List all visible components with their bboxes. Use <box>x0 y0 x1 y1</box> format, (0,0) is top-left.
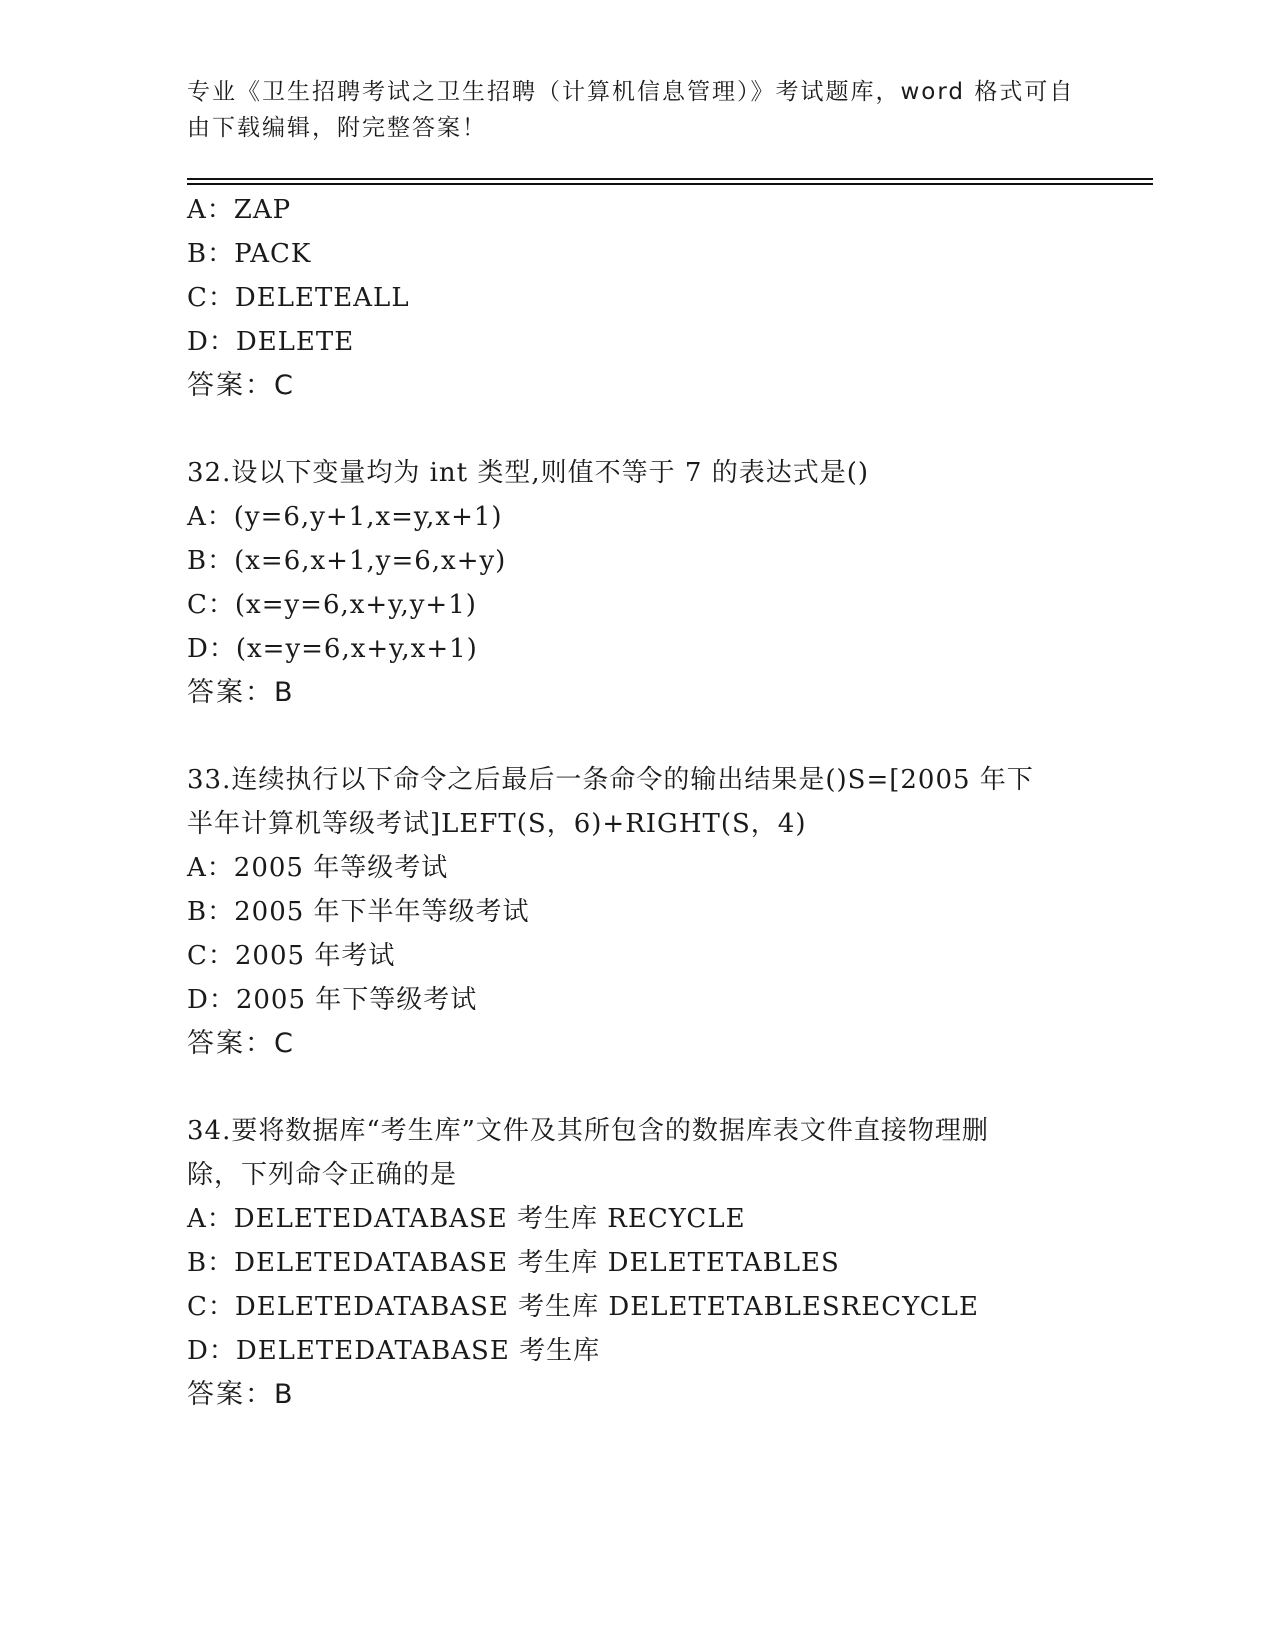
header-line-1: 专业《卫生招聘考试之卫生招聘（计算机信息管理）》考试题库，word 格式可自 <box>187 79 1075 105</box>
q34-option-c: C：DELETEDATABASE 考生库 DELETETABLESRECYCLE <box>187 1292 979 1322</box>
q34-option-b: B：DELETEDATABASE 考生库 DELETETABLES <box>187 1248 840 1278</box>
q32-option-a: A：(y=6,y+1,x=y,x+1) <box>187 502 503 532</box>
q31-option-d: D：DELETE <box>187 327 355 357</box>
q33-option-d: D：2005 年下等级考试 <box>187 985 478 1015</box>
q32-option-d: D：(x=y=6,x+y,x+1) <box>187 634 478 664</box>
document-header <box>187 74 1087 146</box>
q33-option-a: A：2005 年等级考试 <box>187 853 449 883</box>
q32-option-c: C：(x=y=6,x+y,y+1) <box>187 590 477 620</box>
q33-option-b: B：2005 年下半年等级考试 <box>187 897 530 927</box>
q31-option-b: B：PACK <box>187 239 312 269</box>
header-divider-bottom <box>187 183 1153 185</box>
header-divider-top <box>187 178 1153 180</box>
q33-stem-line-2: 半年计算机等级考试]LEFT(S，6)+RIGHT(S，4) <box>187 809 807 839</box>
q33-option-c: C：2005 年考试 <box>187 941 396 971</box>
q33-answer: 答案：C <box>187 1028 295 1059</box>
q34-option-d: D：DELETEDATABASE 考生库 <box>187 1336 601 1366</box>
q31-option-a: A：ZAP <box>187 195 292 225</box>
q32-stem: 32.设以下变量均为 int 类型,则值不等于 7 的表达式是() <box>187 458 870 488</box>
header-line-2: 由下载编辑，附完整答案！ <box>187 115 487 141</box>
q34-stem-line-1: 34.要将数据库“考生库”文件及其所包含的数据库表文件直接物理删 <box>187 1116 989 1146</box>
q32-answer: 答案：B <box>187 677 295 708</box>
q31-option-c: C：DELETEALL <box>187 283 410 313</box>
q32-option-b: B：(x=6,x+1,y=6,x+y) <box>187 546 507 576</box>
q34-stem-line-2: 除，下列命令正确的是 <box>187 1160 458 1190</box>
q34-option-a: A：DELETEDATABASE 考生库 RECYCLE <box>187 1204 746 1234</box>
q34-answer: 答案：B <box>187 1379 295 1410</box>
q31-answer: 答案：C <box>187 370 295 401</box>
q33-stem-line-1: 33.连续执行以下命令之后最后一条命令的输出结果是()S=[2005 年下 <box>187 765 1034 795</box>
